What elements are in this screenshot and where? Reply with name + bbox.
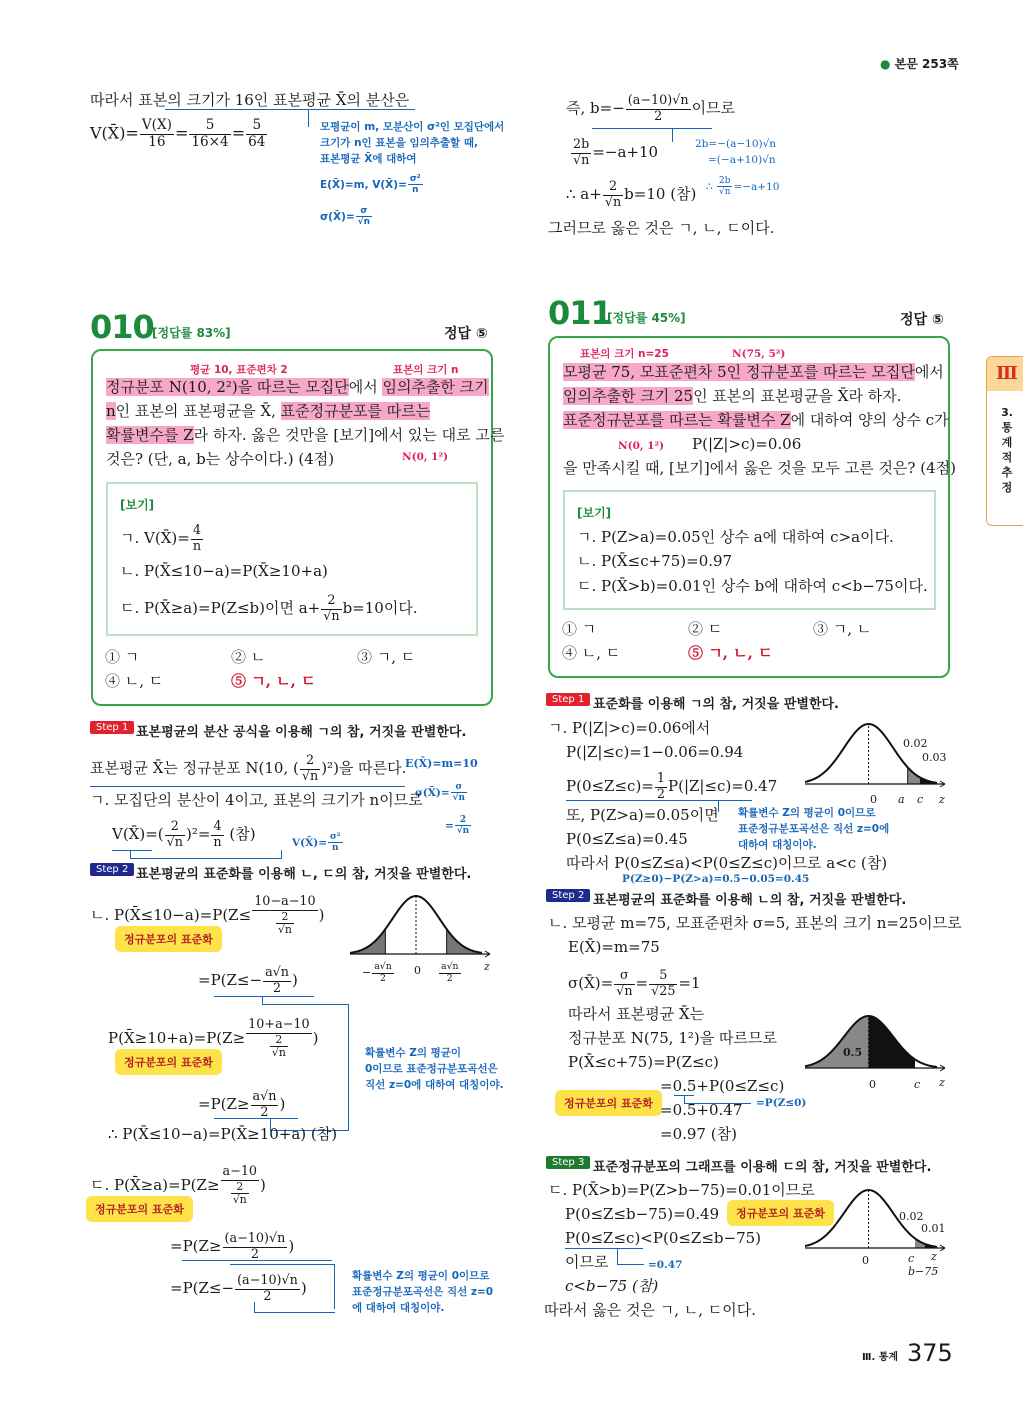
problem-number: 010 (90, 308, 154, 346)
prev-right-2: $\frac{2b}{√n}$ =−a+10 (573, 137, 659, 168)
prev-line-2: V(X̄)= $\frac{V(X)}{16}$ = $\frac{5}{16\times 4}$ = $\frac{5}{64}$ (90, 117, 266, 150)
solution-line: 따라서 P(0≤Z≤a)<P(0≤Z≤c)이므로 a<c (참) (566, 854, 888, 872)
callout: 정규분포의 표준화 (115, 926, 222, 952)
solution-line: c<b−75 (참) (565, 1277, 659, 1295)
solution-line: ㄱ. 모집단의 분산이 4이고, 표본의 크기가 n이므로 (90, 791, 423, 809)
step-title: 표본평균의 표준화를 이용해 ㄴ, ㄷ의 참, 거짓을 판별한다. (136, 867, 472, 882)
solution-line: P(0≤Z≤c)<P(0≤Z≤b−75) (565, 1229, 762, 1247)
annotation: 평균 10, 표준편차 2 (190, 364, 288, 376)
prev-note-5: σ(X̄)= $\frac{\sigma}{√n}$ (320, 206, 370, 228)
solution-line: P(|Z|≤c)=1−0.06=0.94 (566, 743, 744, 761)
solution-line: P(X̄≥10+a)=P(Z≥ $\frac{10+a-10}{\frac{2}{√n}}$ ) (108, 1017, 319, 1060)
note: σ(X̄)= $\frac{\sigma}{√n}$ (415, 782, 465, 804)
underline (90, 786, 405, 787)
solution-line: 따라서 표본평균 X̄는 (568, 1005, 705, 1023)
bogi-item: ㄷ. P(X̄≥a)=P(Z≤b)이면 a+ $\frac{2}{√n}$ b=10이다. (120, 593, 418, 624)
normal-curve-graph (805, 1184, 945, 1256)
step-badge: Step 1 (546, 693, 590, 706)
solution-line: 정규분포 N(75, 1²)을 따르므로 (568, 1029, 777, 1047)
note: 직선 z=0에 대하여 대칭이야. (365, 1079, 504, 1091)
connector (130, 850, 282, 859)
note: E(X̄)=m=10 (405, 757, 478, 770)
question-line: 확률변수를 Z라 하자. 옳은 것만을 [보기]에서 있는 대로 고른 (106, 426, 505, 444)
prev-line-1: 따라서 표본의 크기가 16인 표본평균 X̄의 분산은 (90, 91, 410, 109)
note: 대하여 대칭이야. (738, 839, 817, 851)
answer-label: 정답 ⑤ (900, 312, 944, 328)
shaded-area (869, 1016, 915, 1068)
prev-note-3: 표본평균 X̄에 대하여 (320, 153, 417, 165)
note: 표준정규분포곡선은 직선 z=0 (352, 1286, 494, 1298)
step-badge: Step 1 (90, 721, 134, 734)
choice-1: ① ㄱ (562, 620, 597, 638)
solution-line: =P(Z≤− $\frac{a√n}{2}$ ) (198, 965, 298, 996)
choice-1: ① ㄱ (105, 648, 140, 666)
connector (617, 1248, 644, 1265)
callout: 정규분포의 표준화 (555, 1090, 662, 1116)
callout: 정규분포의 표준화 (727, 1200, 834, 1226)
solution-line: ㄱ. P(|Z|>c)=0.06에서 (548, 719, 711, 737)
annotation: 표본의 크기 n=25 (580, 348, 669, 360)
graph-label: z (939, 1076, 945, 1089)
graph-label: 0.02 (899, 1210, 924, 1223)
note: P(Z≥0)−P(Z>a)=0.5−0.05=0.45 (622, 873, 810, 885)
solution-line: P(0≤Z≤c)= $\frac{1}{2}$ P(|Z|≤c)=0.47 (566, 771, 778, 802)
bogi-item: ㄷ. P(X̄>b)=0.01인 상수 b에 대하여 c<b−75이다. (577, 577, 928, 595)
solution-line: ㄴ. P(X̄≤10−a)=P(Z≤ $\frac{10-a-10}{\frac{2}{√n}}$ ) (90, 894, 325, 937)
underline (165, 109, 415, 110)
step-badge: Step 2 (90, 863, 134, 876)
solution-line: =0.97 (참) (660, 1125, 737, 1143)
bogi-label: [보기] (120, 498, 155, 512)
graph-label: z (931, 1250, 937, 1263)
note: =0.47 (648, 1259, 683, 1271)
question-line: 것은? (단, a, b는 상수이다.) (4점) (106, 450, 335, 468)
solution-line: =P(Z≤− $\frac{(a-10)√n}{2}$ ) (170, 1273, 307, 1304)
note: 표준정규분포곡선은 직선 z=0에 (738, 823, 890, 835)
solution-line: σ(X̄)= $\frac{\sigma}{√n}$ = $\frac{5}{√25}$ =1 (568, 968, 701, 999)
page-reference (880, 54, 959, 74)
prev-conclusion: 그러므로 옳은 것은 ㄱ, ㄴ, ㄷ이다. (548, 219, 775, 237)
graph-label: 0.02 (903, 737, 928, 750)
solution-line: 표본평균 X̄는 정규분포 N(10, ( $\frac{2}{√n}$ )²)을 따른다. (90, 753, 407, 784)
connector (672, 128, 673, 142)
bogi-item: ㄱ. P(Z>a)=0.05인 상수 a에 대하여 c>a이다. (577, 528, 894, 546)
bogi-label: [보기] (577, 506, 612, 520)
choice-2: ② ㄴ (231, 648, 266, 666)
prev-note-2: 크기가 n인 표본을 임의추출할 때, (320, 137, 478, 149)
note: 확률변수 Z의 평균이 0이므로 (352, 1270, 490, 1282)
solution-line: =P(Z≥ $\frac{(a-10)√n}{2}$ ) (170, 1231, 295, 1262)
graph-label: 0 (414, 964, 421, 977)
question-equation: P(|Z|>c)=0.06 (692, 435, 802, 453)
prev-right-3: ∴ a+ $\frac{2}{√n}$ b=10 (참) (566, 179, 697, 210)
choice-5-checked: ⑤ ㄱ, ㄴ, ㄷ (688, 644, 773, 662)
annotation: N(75, 5²) (732, 348, 786, 360)
step-title: 표본평균의 분산 공식을 이용해 ㄱ의 참, 거짓을 판별한다. (136, 725, 467, 740)
footer-section: Ⅲ. 통계 (862, 1352, 899, 1363)
connector (348, 1004, 349, 1130)
choice-4: ④ ㄴ, ㄷ (562, 644, 621, 662)
annotation: N(0, 1²) (402, 451, 449, 463)
chapter-roman: Ⅲ (987, 357, 1023, 391)
connector (308, 109, 309, 127)
connector (254, 1302, 335, 1313)
chapter-tab[interactable] (986, 356, 1023, 526)
step-badge: Step 2 (546, 889, 590, 902)
normal-curve-graph (805, 1010, 945, 1076)
conclusion: 따라서 옳은 것은 ㄱ, ㄴ, ㄷ이다. (544, 1301, 757, 1319)
solution-line: P(0≤Z≤a)=0.45 (566, 830, 688, 848)
graph-label: c (908, 1252, 915, 1265)
bogi-item: ㄴ. P(X̄≤10−a)=P(X̄≥10+a) (120, 562, 328, 580)
shaded-area (447, 929, 482, 954)
solution-line: ㄴ. 모평균 m=75, 모표준편차 σ=5, 표본의 크기 n=25이므로 (548, 914, 962, 932)
step-badge: Step 3 (546, 1156, 590, 1169)
graph-label: c (917, 793, 924, 806)
prev-right-note-3: ∴ $\frac{2b}{√n}$ =−a+10 (706, 176, 780, 198)
prev-right-note-2: =(−a+10)√n (708, 154, 776, 166)
callout: 정규분포의 표준화 (115, 1049, 222, 1075)
note: 확률변수 Z의 평균이 (365, 1047, 462, 1059)
note: 0이므로 표준정규분포곡선은 (365, 1063, 498, 1075)
solution-line: =0.5+0.47 (660, 1101, 743, 1119)
annotation: N(0, 1²) (618, 440, 665, 452)
bogi-item: ㄱ. V(X̄)= $\frac{4}{n}$ (120, 523, 202, 554)
correct-rate: [정답률 45%] (607, 311, 686, 325)
solution-line: =0.5+P(0≤Z≤c) (660, 1077, 785, 1095)
page-number: 375 (907, 1339, 953, 1367)
connector (262, 996, 349, 1005)
graph-label: 0 (869, 1078, 876, 1091)
graph-label: 0.5 (843, 1046, 863, 1059)
choice-3: ③ ㄱ, ㄷ (357, 648, 416, 666)
solution-line: P(X̄≤c+75)=P(Z≤c) (568, 1053, 719, 1071)
step-title: 표준정규분포의 그래프를 이용해 ㄷ의 참, 거짓을 판별한다. (593, 1160, 932, 1175)
note: = $\frac{2}{√n}$ (445, 815, 470, 837)
question-line: 표준정규분포를 따르는 확률변수 Z에 대하여 양의 상수 c가 (563, 411, 949, 429)
graph-label: − $\frac{a√n}{2}$ (362, 961, 392, 984)
solution-line: ㄷ. P(X̄>b)=P(Z>b−75)=0.01이므로 (548, 1181, 815, 1199)
shaded-area (805, 1016, 869, 1068)
underline (592, 128, 712, 129)
step-title: 표준화를 이용해 ㄱ의 참, 거짓을 판별한다. (593, 697, 839, 712)
choice-5-checked: ⑤ ㄱ, ㄴ, ㄷ (231, 672, 316, 690)
question-line: 을 만족시킬 때, [보기]에서 옳은 것을 모두 고른 것은? (4점) (563, 459, 956, 477)
question-line: 임의추출한 크기 25인 표본의 표본평균을 X̄라 하자. (563, 387, 902, 405)
graph-label: 0 (870, 793, 877, 806)
graph-label: b−75 (908, 1265, 939, 1278)
choice-2: ② ㄷ (688, 620, 723, 638)
callout: 정규분포의 표준화 (86, 1196, 193, 1222)
solution-line: V(X̄)=( $\frac{2}{√n}$ )²= $\frac{4}{n}$ (참) (112, 819, 256, 850)
graph-label: 0.01 (921, 1222, 946, 1235)
graph-label: 0.03 (922, 751, 947, 764)
question-line: 정규분포 N(10, 2²)을 따르는 모집단에서 임의추출한 크기 (106, 378, 489, 396)
normal-curve-graph (350, 890, 490, 962)
question-line: 모평균 75, 모표준편차 5인 정규분포를 따르는 모집단에서 (563, 363, 944, 381)
graph-label: $\frac{a√n}{2}$ (441, 961, 459, 984)
graph-label: 0 (862, 1254, 869, 1267)
solution-line: E(X̄)=m=75 (568, 938, 660, 956)
circle-icon: ● (880, 57, 891, 71)
annotation: 표본의 크기 n (393, 364, 459, 376)
bogi-item: ㄴ. P(X̄≤c+75)=0.97 (577, 552, 733, 570)
graph-label: c (914, 1078, 921, 1091)
note: =P(Z≤0) (756, 1097, 807, 1109)
prev-note-4: E(X̄)=m, V(X̄)= $\frac{\text{σ²}}{n}$ (320, 174, 421, 196)
solution-line: 이므로 (565, 1253, 609, 1271)
step-title: 표본평균의 표준화를 이용해 ㄴ의 참, 거짓을 판별한다. (593, 893, 907, 908)
solution-line: ㄷ. P(X̄≥a)=P(Z≥ $\frac{a-10}{\frac{2}{√n}}$ ) (90, 1164, 266, 1207)
graph-label: z (484, 960, 490, 973)
note: 에 대하여 대칭이야. (352, 1302, 445, 1314)
note: 확률변수 Z의 평균이 0이므로 (738, 807, 876, 819)
prev-right-1: 즉, b=− $\frac{(a-10)√n}{2}$ 이므로 (566, 93, 736, 124)
solution-line: 또, P(Z>a)=0.05이면 (566, 806, 719, 824)
choice-4: ④ ㄴ, ㄷ (105, 672, 164, 690)
curve-line (805, 724, 937, 783)
solution-line: =P(Z≥ $\frac{a√n}{2}$ ) (198, 1089, 286, 1120)
problem-number: 011 (548, 294, 612, 332)
correct-rate: [정답률 83%] (152, 326, 231, 340)
note: V(X̄)= $\frac{\text{σ²}}{n}$ (292, 832, 341, 854)
graph-label: z (939, 793, 945, 806)
shaded-area (350, 929, 385, 954)
underline (566, 800, 752, 801)
question-line: n인 표본의 표본평균을 X̄, 표준정규분포를 따르는 (106, 402, 431, 420)
chapter-label: 3. 통계적 추정 (1001, 406, 1013, 494)
solution-line: ∴ P(X̄≤10−a)=P(X̄≥10+a) (참) (108, 1125, 338, 1143)
prev-right-note-1: 2b=−(a−10)√n (695, 138, 777, 150)
page-reference-text: 본문 253쪽 (894, 57, 959, 71)
prev-note-1: 모평균이 m, 모분산이 σ²인 모집단에서 (320, 121, 505, 133)
answer-label: 정답 ⑤ (444, 326, 488, 342)
graph-label: a (898, 793, 905, 806)
choice-3: ③ ㄱ, ㄴ (813, 620, 872, 638)
solution-line: P(0≤Z≤b−75)=0.49 (565, 1205, 720, 1223)
